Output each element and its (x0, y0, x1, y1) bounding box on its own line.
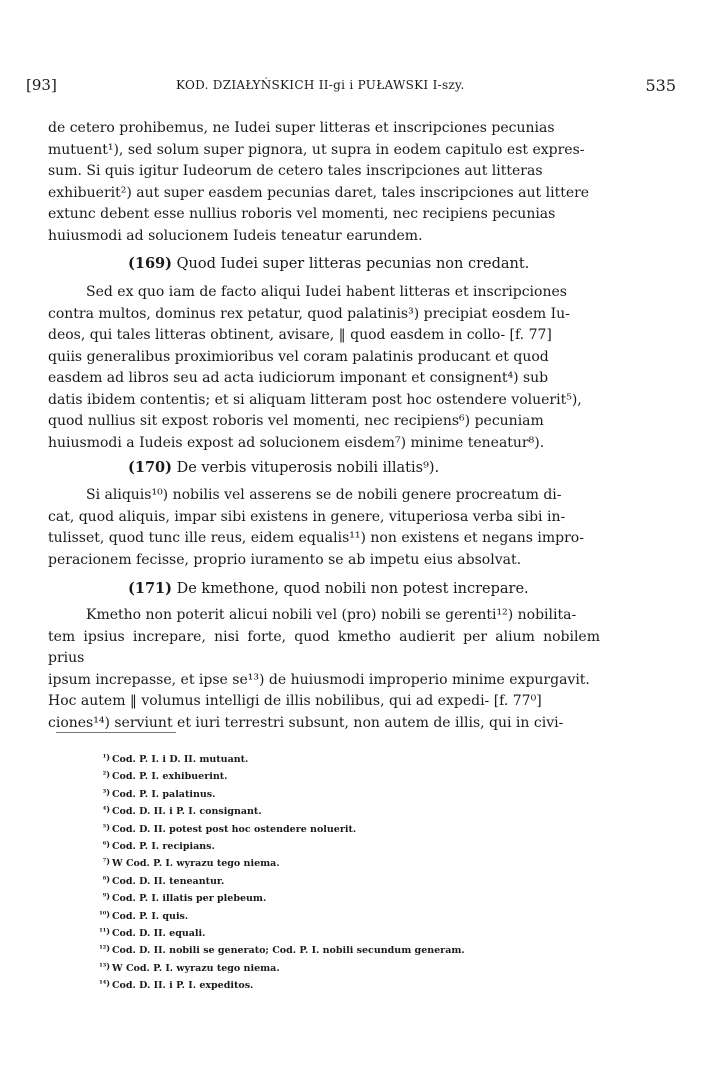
text-line: tulisset, quod tunc ille reus, eidem equalis¹¹) non existens et negans impro- (48, 530, 584, 546)
text-line: datis ibidem contentis; et si aliquam litteram post hoc ostendere voluerit⁵), (48, 391, 582, 408)
text-line: quiis generalibus proximioribus vel coram palatinis producant et quod (48, 348, 549, 365)
footnote-mark: ¹²) (99, 943, 110, 954)
paragraph-169 (48, 282, 600, 454)
footnote-text: Cod. D. II. i P. I. consignant. (112, 806, 262, 818)
text-line: quod nullius sit expost roboris vel momenti, nec recipiens⁶) pecuniam (48, 413, 544, 429)
footnote-mark: ⁷) (102, 856, 110, 867)
text-line: extunc debent esse nullius roboris vel momenti, nec recipiens pecunias (48, 206, 556, 222)
footnote (96, 767, 596, 784)
footnote (96, 837, 596, 854)
section-number: (170) (128, 459, 172, 476)
footnote-text: Cod. P. I. recipians. (112, 841, 215, 853)
text-line: exhibuerit²) aut super easdem pecunias daret, tales inscripciones aut littere (48, 184, 590, 201)
footnote (96, 907, 596, 924)
running-header (26, 76, 676, 96)
text-line: ipsum increpasse, et ipse se¹³) de huiusmodi improperio minime expurgavit. (48, 671, 590, 688)
footnote-text: Cod. D. II. i P. I. expeditos. (112, 980, 254, 992)
footnote-mark: ¹¹) (99, 926, 110, 937)
footnote (96, 750, 596, 767)
footnote (96, 959, 596, 976)
footnote-text: Cod. D. II. nobili se generato; Cod. P. I. nobili secundum generam. (112, 945, 465, 957)
section-heading-169 (128, 255, 529, 272)
footnote-text: Cod. P. I. illatis per plebeum. (112, 893, 267, 905)
running-title: KOD. DZIAŁYŃSKICH II-gi i PUŁAWSKI I-szy. (176, 78, 465, 92)
text-line: mutuent¹), sed solum super pignora, ut supra in eodem capitulo est expres- (48, 141, 585, 158)
footnote (96, 889, 596, 906)
footnote-text: Cod. D. II. potest post hoc ostendere noluerit. (112, 823, 357, 835)
footnote (96, 854, 596, 871)
text-line: ciones¹⁴) serviunt et iuri terrestri subsunt, non autem de illis, qui in civi- (48, 714, 564, 731)
footnote-mark: ⁶) (102, 839, 110, 850)
paragraph-170 (48, 485, 600, 571)
footnote-text: W Cod. P. I. wyrazu tego niema. (112, 858, 280, 870)
document-number: [93] (26, 76, 57, 94)
section-heading-171 (128, 580, 529, 597)
text-line: Si aliquis¹⁰) nobilis vel asserens se de nobili genere procreatum di- (86, 487, 562, 503)
footnotes (96, 750, 596, 994)
footnote-mark: ¹³) (99, 960, 110, 971)
footnote-text: Cod. P. I. i D. II. mutuant. (112, 754, 249, 765)
section-number: (171) (128, 580, 172, 597)
footnote (96, 976, 596, 993)
footnote-text: Cod. P. I. exhibuerint. (112, 771, 228, 783)
text-line: contra multos, dominus rex petatur, quod palatinis³) precipiat eosdem Iu- (48, 305, 570, 322)
footnote (96, 872, 596, 889)
text-line: de cetero prohibemus, ne Iudei super litteras et inscripciones pecunias (48, 120, 555, 136)
footnote (96, 941, 596, 958)
section-title: De kmethone, quod nobili non potest increpare. (176, 581, 529, 597)
footnote (96, 820, 596, 837)
footnote-text: Cod. D. II. equali. (112, 928, 206, 940)
text-line: Kmetho non poterit alicui nobili vel (pro) nobili se gerenti¹²) nobilita- (86, 607, 577, 623)
paragraph-171 (48, 605, 600, 734)
text-line: huiusmodi ad solucionem Iudeis teneatur earundem. (48, 227, 423, 244)
section-title: Quod Iudei super litteras pecunias non credant. (176, 256, 530, 272)
footnote-mark: ⁴) (102, 804, 110, 815)
text-line: tem ipsius increpare, nisi forte, quod kmetho audierit per alium nobilem prius (48, 628, 600, 666)
text-line: cat, quod aliquis, impar sibi existens in genere, vituperiosa verba sibi in- (48, 508, 566, 525)
footnote-mark: ¹⁰) (99, 908, 110, 919)
footnote-mark: ³) (102, 786, 110, 797)
text-line: Hoc autem ‖ volumus intelligi de illis nobilibus, qui ad expedi- [f. 77⁰] (48, 693, 542, 709)
section-title: De verbis vituperosis nobili illatis⁹). (176, 460, 440, 476)
footnote-mark: ¹) (102, 752, 110, 762)
footnote-text: Cod. P. I. palatinus. (112, 788, 216, 800)
text-line: easdem ad libros seu ad acta iudiciorum imponant et consignent⁴) sub (48, 370, 549, 386)
footnote-mark: ⁹) (102, 891, 110, 902)
footnote (96, 785, 596, 802)
section-number: (169) (128, 255, 172, 272)
footnote-divider (56, 732, 176, 733)
page-number: 535 (645, 76, 676, 95)
footnote-mark: ⁵) (102, 821, 110, 832)
footnote-mark: ⁸) (102, 873, 110, 884)
paragraph-continuation (48, 118, 600, 247)
text-line: peracionem fecisse, proprio iuramento se ab impetu eius absolvat. (48, 551, 522, 568)
text-line: Sed ex quo iam de facto aliqui Iudei habent litteras et inscripciones (86, 284, 567, 300)
footnote-text: Cod. P. I. quis. (112, 910, 189, 922)
footnote (96, 802, 596, 819)
text-line: sum. Si quis igitur Iudeorum de cetero tales inscripciones aut litteras (48, 163, 543, 179)
text-line: deos, qui tales litteras obtinent, avisare, ‖ quod easdem in collo- [f. 77] (48, 327, 552, 343)
footnote-mark: ²) (102, 769, 110, 780)
footnote-text: Cod. D. II. teneantur. (112, 875, 225, 887)
footnote-mark: ¹⁴) (99, 978, 110, 989)
footnote-text: W Cod. P. I. wyrazu tego niema. (112, 962, 280, 974)
footnote (96, 924, 596, 941)
text-line: huiusmodi a Iudeis expost ad solucionem eisdem⁷) minime teneatur⁸). (48, 434, 545, 451)
section-heading-170 (128, 459, 439, 476)
